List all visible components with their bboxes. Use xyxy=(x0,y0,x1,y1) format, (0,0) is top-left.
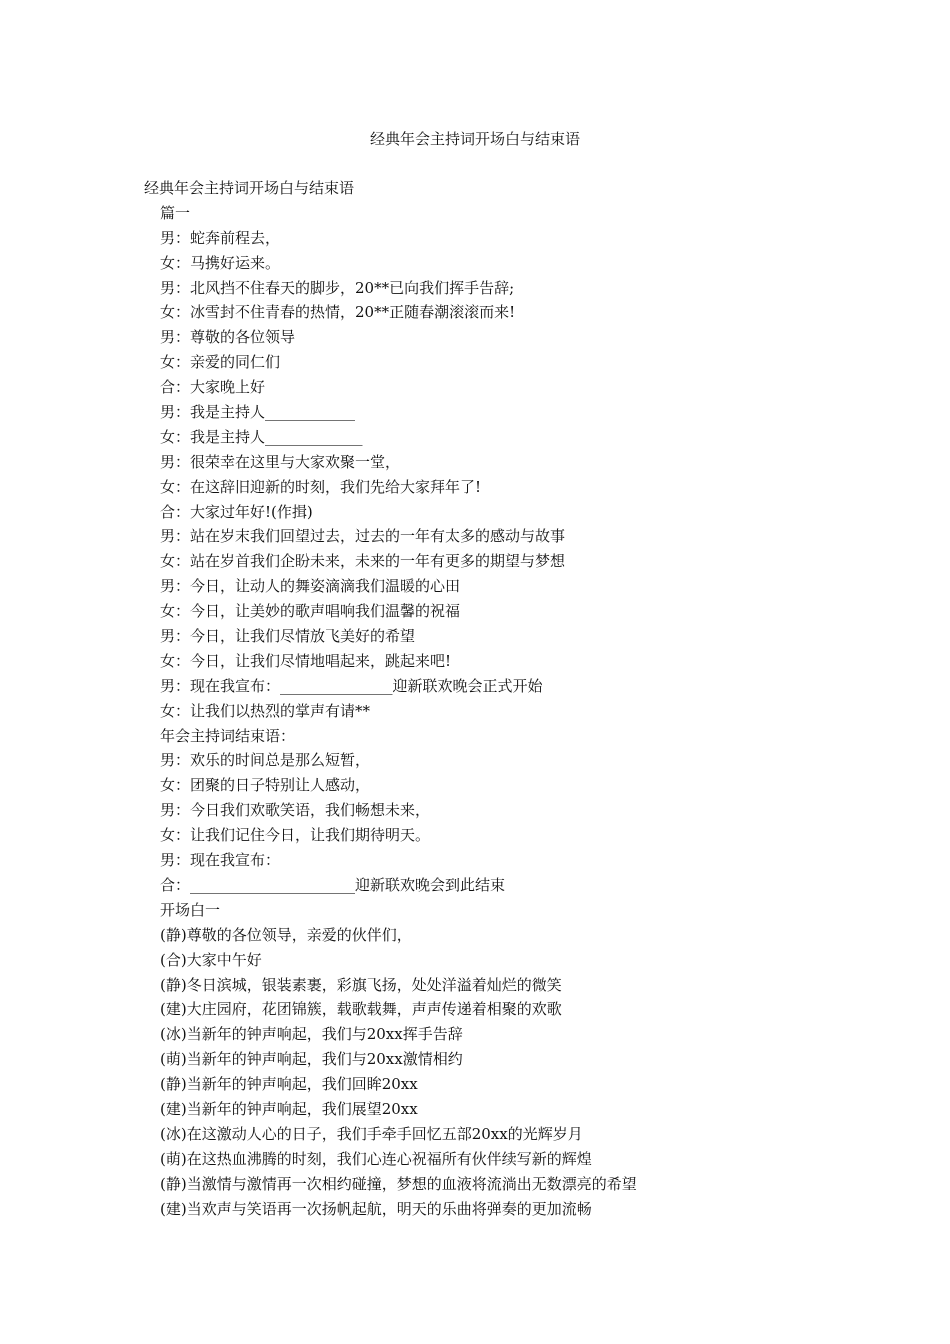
text-line: (冰)当新年的钟声响起，我们与20xx挥手告辞 xyxy=(160,1025,463,1044)
text-line: 男：蛇奔前程去， xyxy=(160,228,281,247)
text-line: 男：北风挡不住春天的脚步，20**已向我们挥手告辞; xyxy=(160,278,515,297)
text-line: 男：很荣幸在这里与大家欢聚一堂， xyxy=(160,452,401,471)
text-line: 男：今日，让动人的舞姿滴滴我们温暖的心田 xyxy=(160,577,461,596)
text-line: 男：今日，让我们尽情放飞美好的希望 xyxy=(160,627,416,646)
text-line: 女：在这辞旧迎新的时刻，我们先给大家拜年了! xyxy=(160,477,482,496)
document-title: 经典年会主持词开场白与结束语 xyxy=(369,130,580,148)
text-line: 女：冰雪封不住青春的热情，20**正随春潮滚滚而来! xyxy=(160,303,516,322)
text-line: (静)尊敬的各位领导，亲爱的伙伴们， xyxy=(160,925,412,944)
text-line: (萌)当新年的钟声响起，我们与20xx激情相约 xyxy=(160,1050,463,1069)
text-line: 男：站在岁末我们回望过去，过去的一年有太多的感动与故事 xyxy=(160,527,566,546)
text-line: (静)冬日滨城，银装素裹，彩旗飞扬，处处洋溢着灿烂的微笑 xyxy=(160,975,562,994)
text-line: 女：今日，让我们尽情地唱起来，跳起来吧! xyxy=(160,651,452,670)
text-line: (建)当欢声与笑语再一次扬帆起航，明天的乐曲将弹奏的更加流畅 xyxy=(160,1199,592,1218)
text-line: 男：我是主持人____________ xyxy=(160,403,356,422)
section-heading: 经典年会主持词开场白与结束语 xyxy=(144,179,355,197)
text-line: 男：现在我宣布：_______________迎新联欢晚会正式开始 xyxy=(160,676,543,695)
text-line: 篇一 xyxy=(160,203,191,222)
text-line: 女：让我们以热烈的掌声有请** xyxy=(160,701,371,720)
text-line: 女：今日，让美妙的歌声唱响我们温馨的祝福 xyxy=(160,602,461,621)
text-line: 男：现在我宣布： xyxy=(160,851,281,870)
text-line: 女：亲爱的同仁们 xyxy=(160,353,281,372)
text-line: 开场白一 xyxy=(160,900,221,919)
text-line: (建)大庄园府，花团锦簇，载歌载舞，声声传递着相聚的欢歌 xyxy=(160,1000,562,1019)
text-line: 女：马携好运来。 xyxy=(160,253,281,272)
script-lines xyxy=(144,201,864,1222)
text-line: 女：让我们记住今日，让我们期待明天。 xyxy=(160,826,431,845)
text-line: 女：站在岁首我们企盼未来，未来的一年有更多的期望与梦想 xyxy=(160,552,566,571)
text-line: (静)当新年的钟声响起，我们回眸20xx xyxy=(160,1075,418,1094)
text-line: 男：今日我们欢歌笑语，我们畅想未来， xyxy=(160,801,431,820)
text-line: (合)大家中午好 xyxy=(160,950,262,969)
text-line: (萌)在这热血沸腾的时刻，我们心连心祝福所有伙伴续写新的辉煌 xyxy=(160,1149,592,1168)
text-line: 女：团聚的日子特别让人感动， xyxy=(160,776,371,795)
text-line: 合：大家过年好!(作揖) xyxy=(160,502,313,521)
text-line: 男：尊敬的各位领导 xyxy=(160,328,296,347)
text-line: 合：大家晚上好 xyxy=(160,378,266,397)
text-line: 合：______________________迎新联欢晚会到此结束 xyxy=(160,875,506,894)
text-line: (建)当新年的钟声响起，我们展望20xx xyxy=(160,1099,418,1118)
text-line: (静)当激情与激情再一次相约碰撞，梦想的血液将流淌出无数漂亮的希望 xyxy=(160,1174,637,1193)
text-line: 男：欢乐的时间总是那么短暂， xyxy=(160,751,371,770)
text-line: (冰)在这激动人心的日子，我们手牵手回忆五部20xx的光辉岁月 xyxy=(160,1124,583,1143)
text-line: 女：我是主持人_____________ xyxy=(160,427,363,446)
document-body xyxy=(144,176,864,1221)
text-line: 年会主持词结束语： xyxy=(160,726,296,745)
